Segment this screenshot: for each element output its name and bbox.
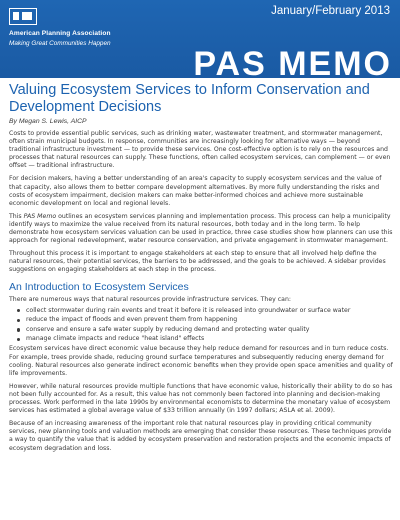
list-item-text: manage climate impacts and reduce "heat island" effects xyxy=(26,335,205,343)
header-banner xyxy=(0,0,400,83)
org-name: American Planning Association xyxy=(9,30,111,37)
bullet-icon xyxy=(17,338,20,341)
masthead-title: PAS MEMO xyxy=(193,45,392,83)
list-item xyxy=(17,307,393,315)
paragraph: Because of an increasing awareness of the important role that natural resources play in providing critical community services, new planning tools and valuation methods are emerging that consider these resources. These techniques provide a way to quantify the value that is added by ecosystem preservation and restoration projects and the economic impacts of ecosystem degradation and loss. xyxy=(9,420,392,452)
paragraph-memo xyxy=(9,213,393,245)
section-intro: There are numerous ways that natural resources provide infrastructure services. They can: xyxy=(9,295,291,303)
list-item-text: conserve and ensure a safe water supply by reducing demand and protecting water quality xyxy=(26,325,310,333)
paragraph: Throughout this process it is important to engage stakeholders at each step to ensure that all involved help define the natural resources, their potential services, the barriers to be addressed, and the goals to be achieved. A sidebar provides suggestions on engaging stakeholders at each step in the process. xyxy=(9,250,386,274)
list-item-text: collect stormwater during rain events and treat it before it is released into groundwater or surface water xyxy=(26,306,351,314)
memo-italic-lead: PAS Memo xyxy=(23,212,57,220)
paragraph: For decision makers, having a better understanding of an area's capacity to supply ecosystem services and the value of that capacity, also allows them to better compare development alternatives. By more fully understanding the risks and costs of ecosystem impairment, decision makers can make better-informed choices and achieve more sustainable economic development on local and regional levels. xyxy=(9,175,382,207)
section-heading: An Introduction to Ecosystem Services xyxy=(9,280,189,293)
bullet-icon xyxy=(17,328,20,331)
article-title: Valuing Ecosystem Services to Inform Conservation and Development Decisions xyxy=(9,82,370,115)
list-item xyxy=(17,326,393,334)
bullet-list xyxy=(17,307,393,344)
list-item xyxy=(17,335,393,343)
bullet-icon xyxy=(17,309,20,312)
memo-prefix: This xyxy=(9,212,24,220)
issue-date: January/February 2013 xyxy=(271,5,390,17)
paragraph: Costs to provide essential public services, such as drinking water, wastewater treatment, and stormwater management, often strain municipal budgets. In response, communities are increasingly looking for alternative ways — beyond traditional infrastructure investment — to provide these services. One cost-effective option is to rely on the resources and processes that natural resources can supply. These functions, often called ecosystem services, can complement — or even offset — traditional infrastructure. xyxy=(9,130,391,170)
bullet-icon xyxy=(17,319,20,322)
apa-logo-icon xyxy=(9,8,37,25)
memo-rest: outlines an ecosystem services planning and implementation process. This process can help a municipality identify ways to maximize the value received from its natural resources, both today and in the long term. To help demonstrate how ecosystem services valuation can be used in practice, three case studies show how planners can use this approach for regional redevelopment, water resource conservation, and private engagement in stormwater management. xyxy=(9,212,393,245)
org-tagline: Making Great Communities Happen xyxy=(9,40,111,47)
article-body xyxy=(9,82,393,453)
list-item-text: reduce the impact of floods and even prevent them from happening xyxy=(26,316,238,324)
article-byline: By Megan S. Lewis, AICP xyxy=(9,118,87,125)
list-item xyxy=(17,316,393,324)
paragraph: However, while natural resources provide multiple functions that have economic value, historically their ability to do so has not been fully accounted for. As a result, this value has not commonly been factored into planning and decision-making processes. Work performed in the late 1990s by environmental economists to determine the monetary value of ecosystem services has estimated a global average value of $33 trillion annually (in 1997 dollars; ASLA et al. 2009). xyxy=(9,382,393,415)
paragraph: Ecosystem services have direct economic value because they help reduce demand for resources and in turn reduce costs. For example, trees provide shade, reducing ground surface temperatures and subsequently reducing energy demand for cooling. Natural resources also generate indirect economic benefits when they provide open space amenities and quality of life improvements. xyxy=(9,345,393,377)
